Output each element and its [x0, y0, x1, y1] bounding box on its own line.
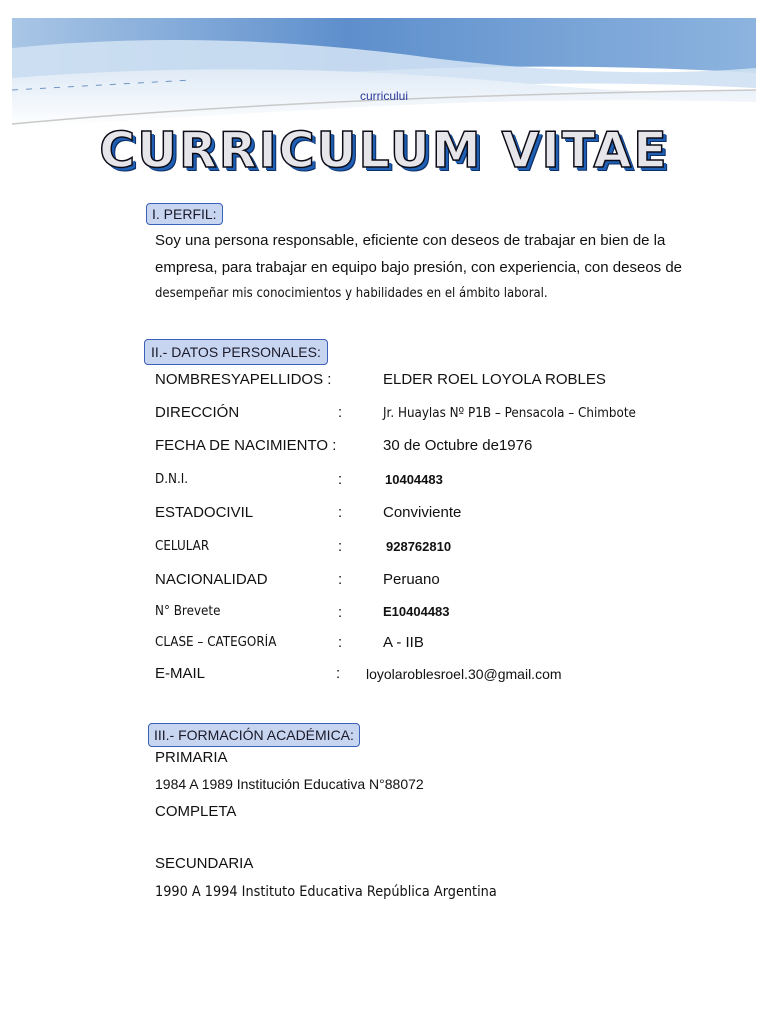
banner-graphic [12, 18, 756, 130]
header-caption: curricului [359, 89, 408, 103]
label-license-number: N° Brevete [155, 604, 221, 619]
value-license-number: E10404483 [383, 604, 450, 619]
colon: : [338, 604, 343, 621]
secondary-detail: 1990 A 1994 Instituto Educativa República Argentina [155, 884, 497, 900]
section-heading-personal: II.- DATOS PERSONALES: [144, 339, 328, 365]
label-license-class: CLASE – CATEGORÍA [155, 635, 277, 650]
label-dni: D.N.I. [155, 472, 189, 487]
value-civil-status: Conviviente [383, 504, 462, 521]
value-address: Jr. Huaylas Nº P1B – Pensacola – Chimbote [383, 406, 636, 421]
value-nationality: Peruano [383, 571, 440, 588]
profile-line: empresa, para trabajar en equipo bajo presión, con experiencia, con deseos de [155, 259, 683, 276]
colon: : [338, 571, 343, 588]
colon: : [338, 538, 343, 555]
colon: : [338, 504, 343, 521]
primary-title: PRIMARIA [155, 749, 228, 766]
label-nationality: NACIONALIDAD [155, 571, 268, 588]
colon: : [336, 665, 341, 682]
profile-line: Soy una persona responsable, eficiente con deseos de trabajar en bien de la [155, 232, 666, 249]
label-civil-status: ESTADOCIVIL [155, 504, 254, 521]
section-heading-education: III.- FORMACIÓN ACADÉMICA: [148, 723, 360, 747]
label-full-name: NOMBRESYAPELLIDOS : [155, 371, 332, 388]
label-birth-date: FECHA DE NACIMIENTO : [155, 437, 337, 454]
colon: : [338, 404, 343, 421]
profile-line: desempeñar mis conocimientos y habilidades en el ámbito laboral. [155, 286, 548, 301]
label-email: E-MAIL [155, 665, 206, 682]
value-cellphone: 928762810 [386, 539, 452, 554]
page-title: CURRICULUM VITAE [99, 122, 669, 179]
value-full-name: ELDER ROEL LOYOLA ROBLES [383, 371, 606, 388]
value-dni: 10404483 [385, 472, 443, 487]
header-banner [12, 18, 756, 130]
label-cellphone: CELULAR [155, 539, 210, 554]
value-license-class: A - IIB [383, 634, 424, 651]
colon: : [338, 634, 343, 651]
value-email: loyolaroblesroel.30@gmail.com [366, 666, 562, 682]
section-heading-profile: I. PERFIL: [146, 203, 223, 225]
colon: : [338, 471, 343, 488]
value-birth-date: 30 de Octubre de1976 [383, 437, 533, 454]
secondary-title: SECUNDARIA [155, 855, 254, 872]
primary-status: COMPLETA [155, 803, 237, 820]
label-address: DIRECCIÓN [155, 404, 240, 421]
primary-detail: 1984 A 1989 Institución Educativa N°88072 [155, 776, 424, 792]
